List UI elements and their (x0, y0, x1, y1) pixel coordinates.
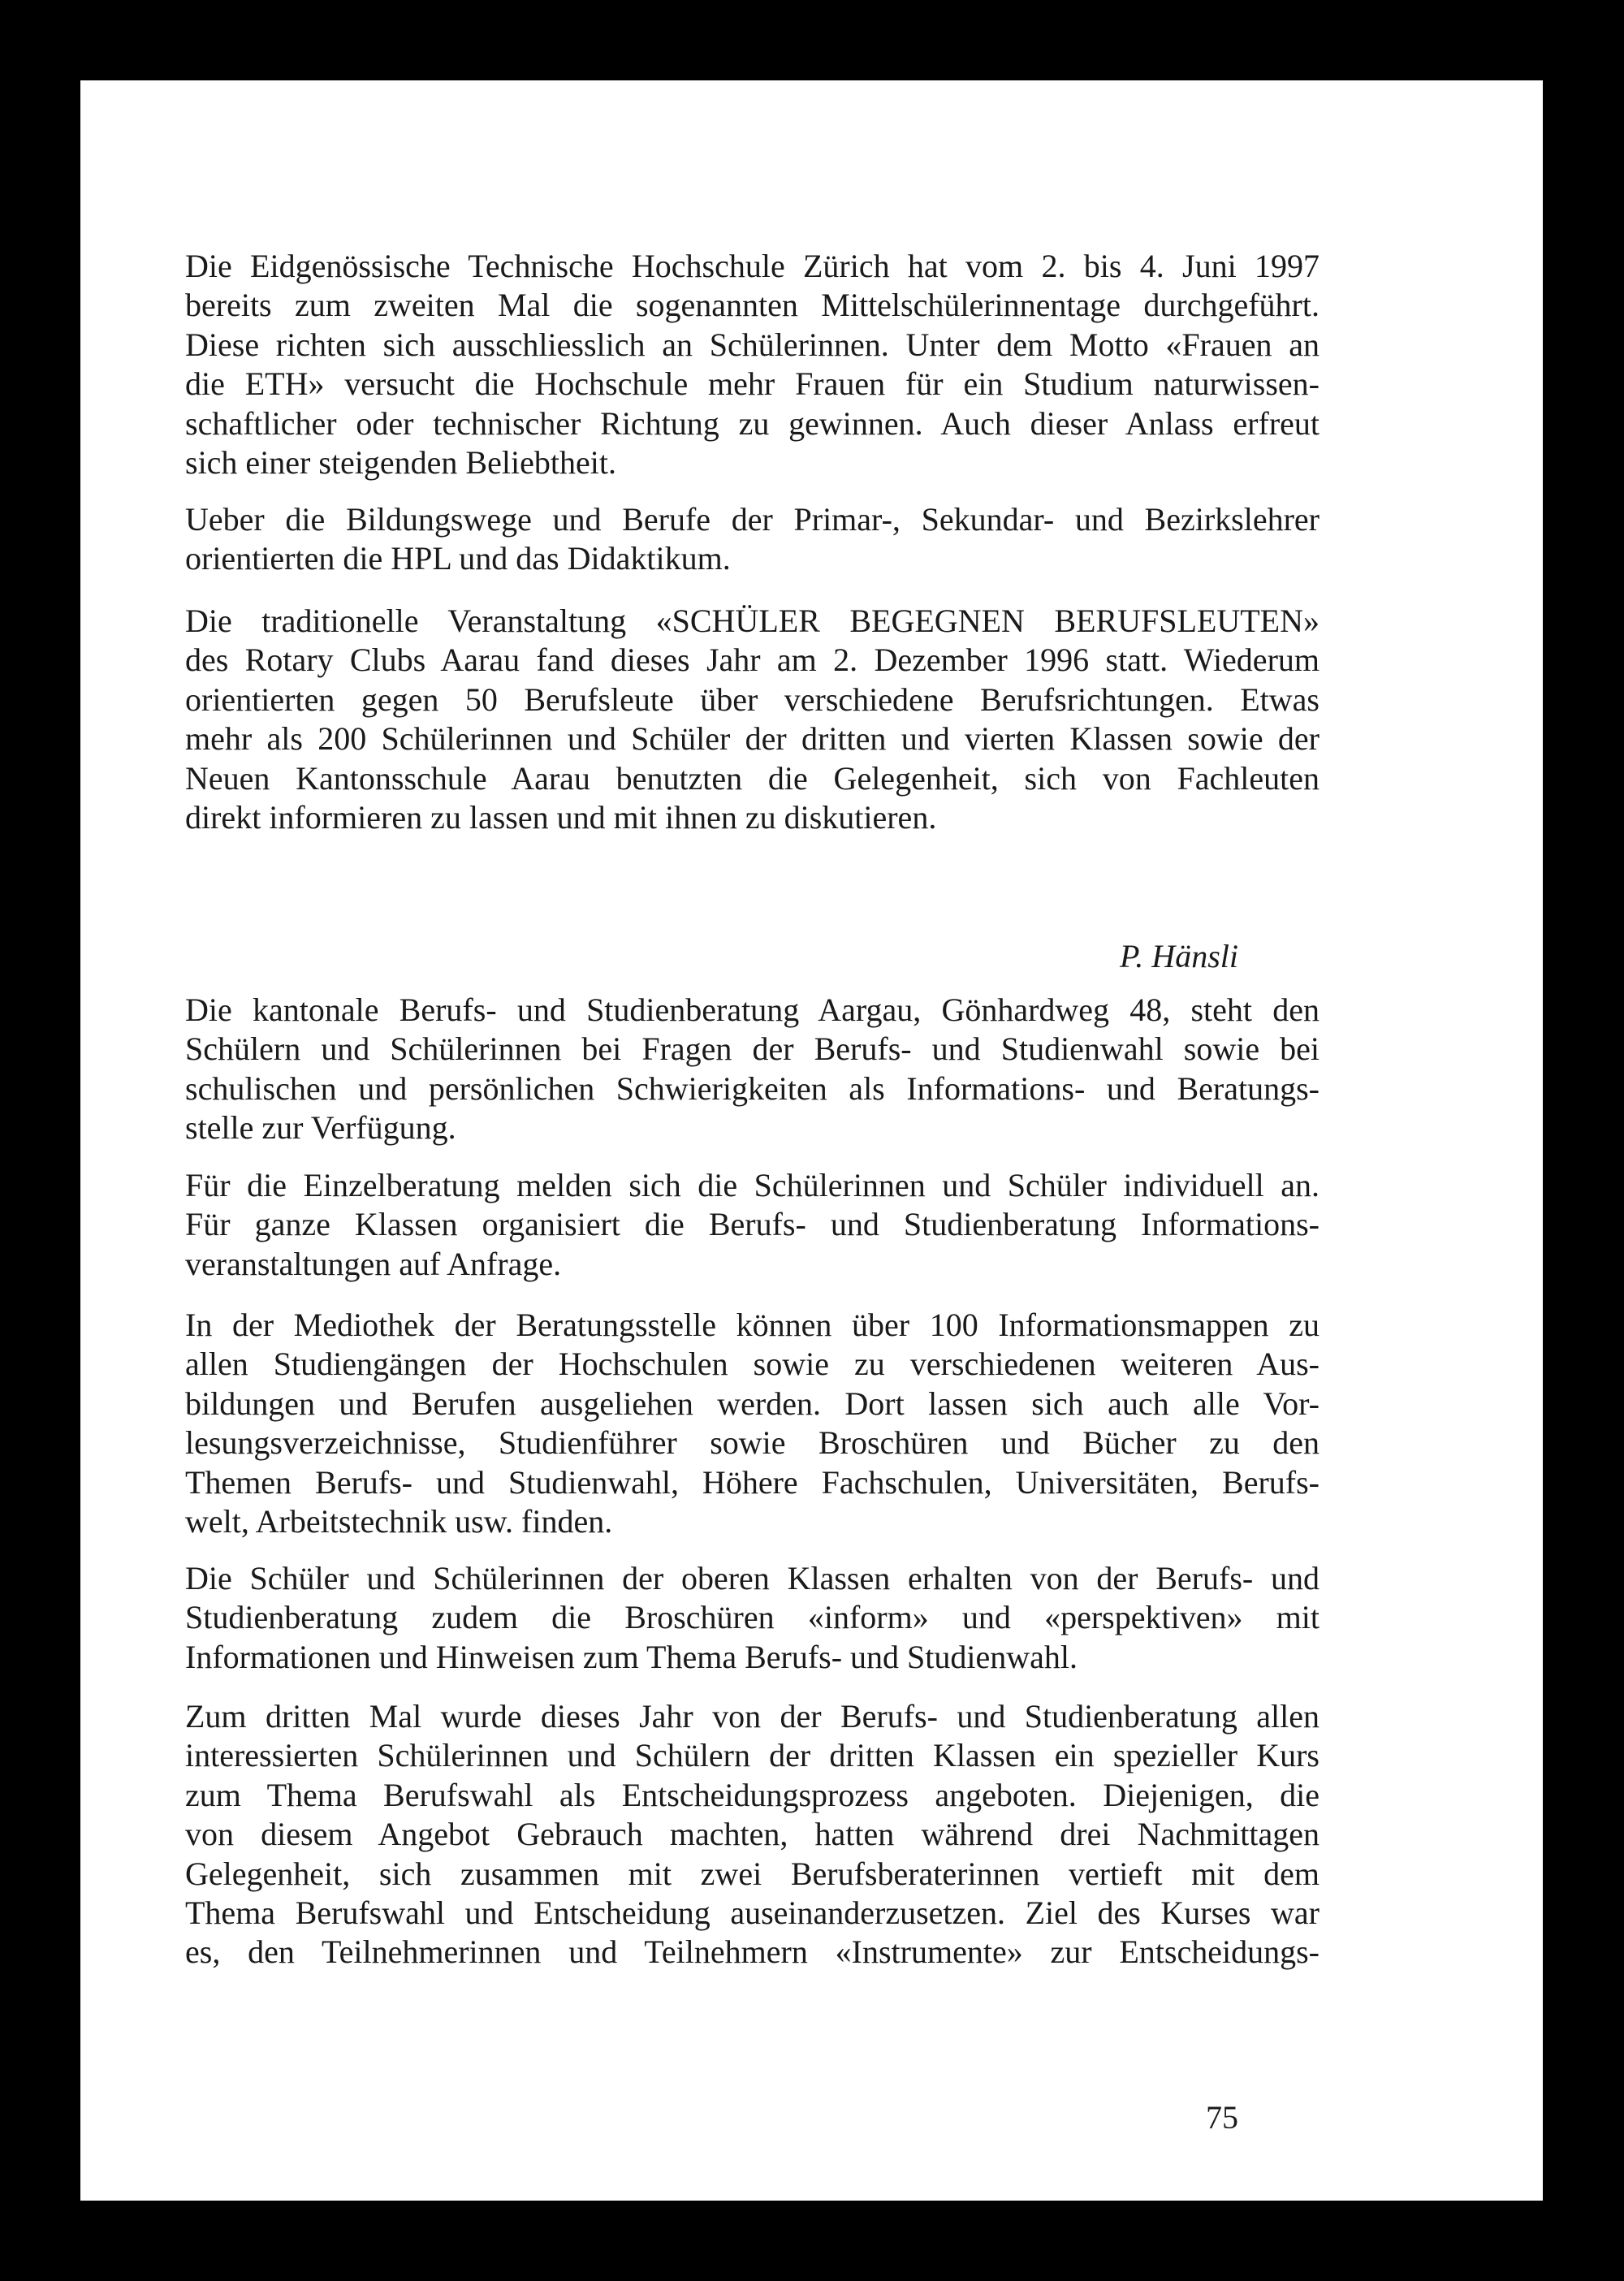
paragraph (185, 1166, 1320, 1284)
text-line: die ETH» versucht die Hochschule mehr Frauen für ein Studium naturwissen- (185, 365, 1320, 403)
text-line: Studienberatung zudem die Broschüren «inform» und «perspektiven» mit (185, 1599, 1320, 1636)
text-line: interessierten Schülerinnen und Schülern der dritten Klassen ein spezieller Kurs (185, 1737, 1320, 1774)
text-line: mehr als 200 Schülerinnen und Schüler der dritten und vierten Klassen sowie der (185, 720, 1320, 758)
text-line: Die Eidgenössische Technische Hochschule Zürich hat vom 2. bis 4. Juni 1997 (185, 248, 1320, 284)
text-line: des Rotary Clubs Aarau fand dieses Jahr am 2. Dezember 1996 statt. Wiederum (185, 642, 1320, 679)
text-line: Die kantonale Berufs- und Studienberatung Aargau, Gönhardweg 48, steht den (185, 991, 1320, 1028)
text-line: In der Mediothek der Beratungsstelle können über 100 Informationsmappen zu (185, 1307, 1320, 1343)
text-line: zum Thema Berufswahl als Entscheidungsprozess angeboten. Diejenigen, die (185, 1776, 1320, 1813)
text-line: direkt informieren zu lassen und mit ihnen zu diskutieren. (185, 798, 937, 836)
text-line: Neuen Kantonsschule Aarau benutzten die Gelegenheit, sich von Fachleuten (185, 759, 1320, 797)
text-line: stelle zur Verfügung. (185, 1109, 456, 1147)
paragraph (185, 247, 1320, 482)
text-line: sich einer steigenden Beliebtheit. (185, 443, 616, 481)
text-line: Für die Einzelberatung melden sich die Schülerinnen und Schüler individuell an. (185, 1167, 1320, 1203)
text-line: allen Studiengängen der Hochschulen sowie zu verschiedenen weiteren Aus- (185, 1346, 1320, 1383)
paragraph (185, 991, 1320, 1148)
text-line: von diesem Angebot Gebrauch machten, hatten während drei Nachmittagen (185, 1816, 1320, 1853)
text-line: Gelegenheit, sich zusammen mit zwei Berufsberaterinnen vertieft mit dem (185, 1855, 1320, 1892)
text-line: lesungsverzeichnisse, Studienführer sowie Broschüren und Bücher zu den (185, 1424, 1320, 1462)
text-line: schulischen und persönlichen Schwierigkeiten als Informations- und Beratungs- (185, 1069, 1320, 1107)
paragraph (185, 1697, 1320, 1972)
text-line: bereits zum zweiten Mal die sogenannten Mittelschülerinnentage durchgeführt. (185, 287, 1320, 324)
text-line: veranstaltungen auf Anfrage. (185, 1245, 562, 1282)
text-line: es, den Teilnehmerinnen und Teilnehmern «Instrumente» zur Entscheidungs- (185, 1933, 1320, 1971)
text-line: Diese richten sich ausschliesslich an Schülerinnen. Unter dem Motto «Frauen an (185, 326, 1320, 363)
text-line: Die Schüler und Schülerinnen der oberen Klassen erhalten von der Berufs- und (185, 1560, 1320, 1596)
text-line: Thema Berufswahl und Entscheidung auseinanderzusetzen. Ziel des Kurses war (185, 1894, 1320, 1931)
text-line: Themen Berufs- und Studienwahl, Höhere Fachschulen, Universitäten, Berufs- (185, 1463, 1320, 1501)
text-line: orientierten gegen 50 Berufsleute über verschiedene Berufsrichtungen. Etwas (185, 680, 1320, 718)
text-line: Informationen und Hinweisen zum Thema Berufs- und Studienwahl. (185, 1638, 1078, 1675)
document-page (80, 80, 1543, 2201)
paragraph (185, 1306, 1320, 1541)
text-line: welt, Arbeitstechnik usw. finden. (185, 1502, 613, 1540)
text-line: Zum dritten Mal wurde dieses Jahr von der Berufs- und Studienberatung allen (185, 1698, 1320, 1735)
paragraph (185, 500, 1320, 579)
text-line: Ueber die Bildungswege und Berufe der Primar-, Sekundar- und Bezirkslehrer (185, 501, 1320, 538)
text-line: Die traditionelle Veranstaltung «SCHÜLER BEGEGNEN BERUFSLEUTEN» (185, 603, 1320, 639)
paragraph (185, 602, 1320, 837)
paragraph (185, 1559, 1320, 1677)
page-number: 75 (1206, 2099, 1238, 2136)
signature: P. Hänsli (1120, 938, 1238, 974)
text-line: bildungen und Berufen ausgeliehen werden. Dort lassen sich auch alle Vor- (185, 1385, 1320, 1422)
text-line: Schülern und Schülerinnen bei Fragen der Berufs- und Studienwahl sowie bei (185, 1030, 1320, 1068)
text-line: schaftlicher oder technischer Richtung zu gewinnen. Auch dieser Anlass erfreut (185, 404, 1320, 442)
text-line: Für ganze Klassen organisiert die Berufs- und Studienberatung Informations- (185, 1206, 1320, 1243)
text-line: orientierten die HPL und das Didaktikum. (185, 540, 731, 577)
